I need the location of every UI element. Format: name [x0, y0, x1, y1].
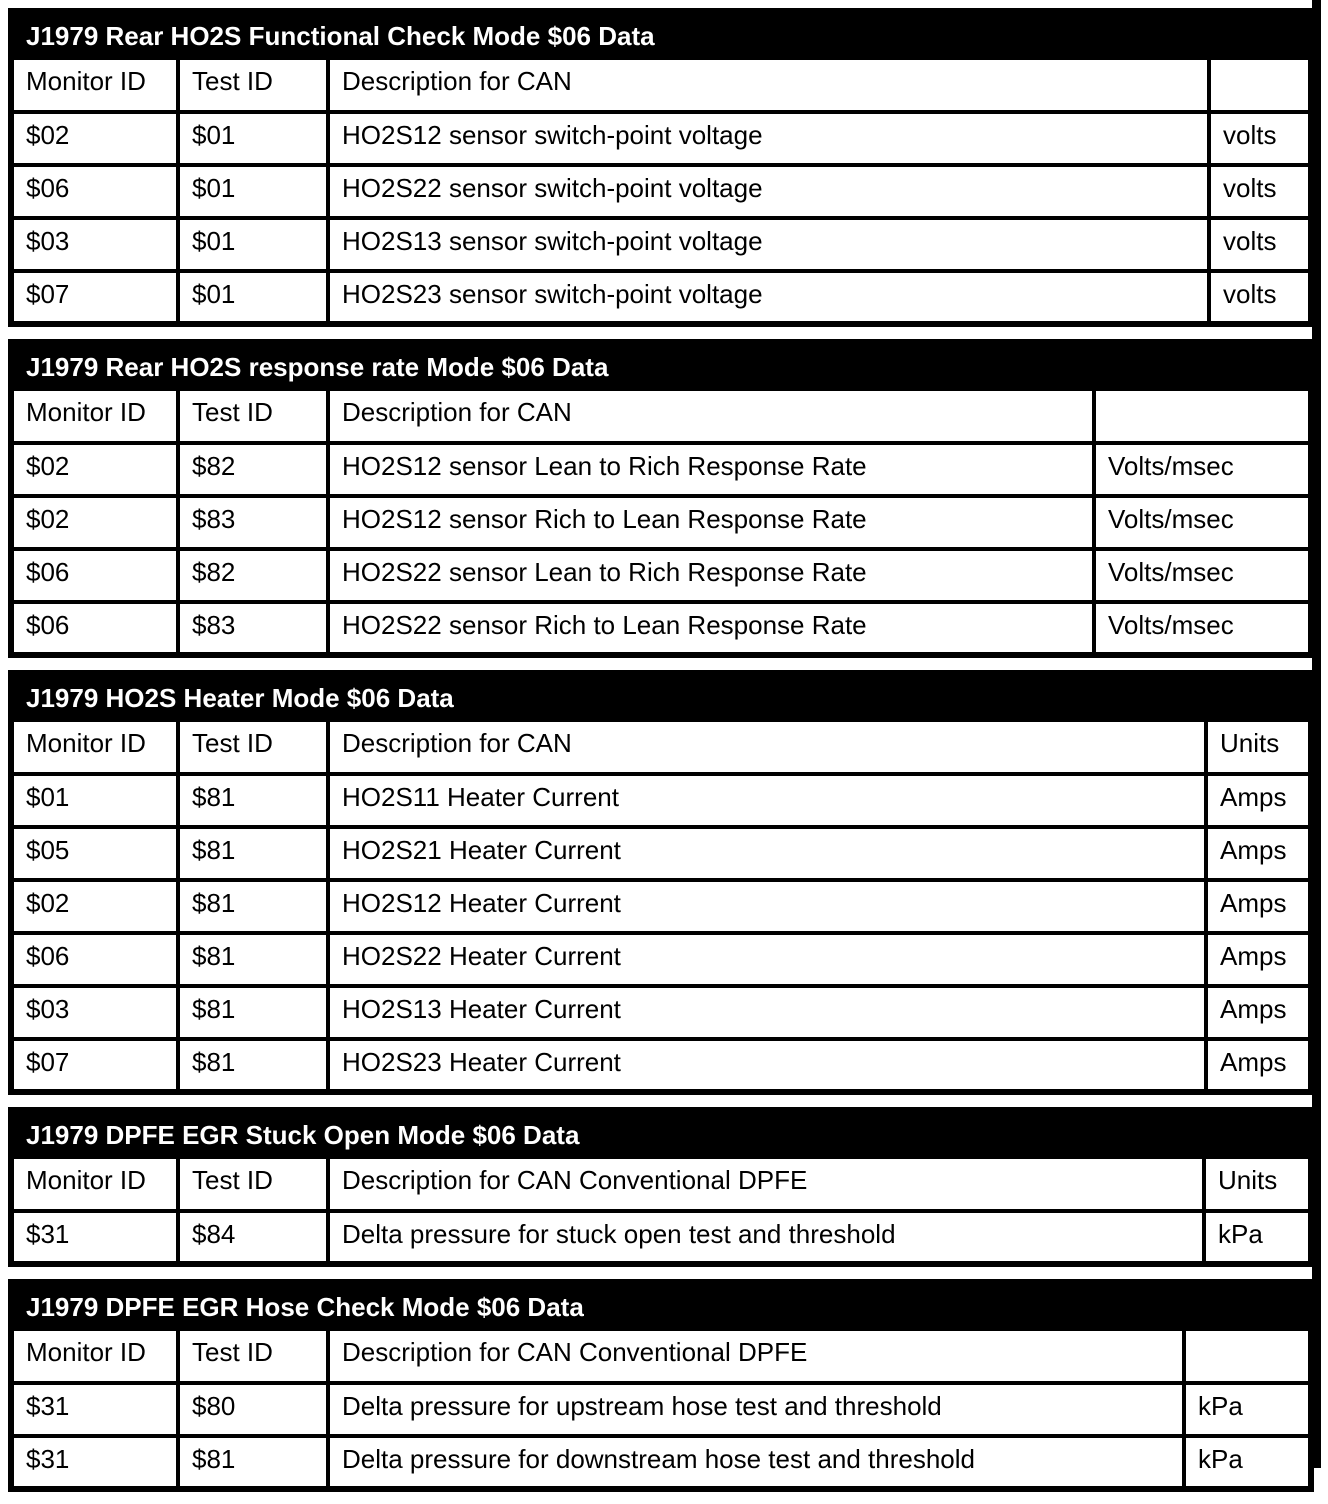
table-body	[11, 1383, 1311, 1489]
monitor-id-cell: $01	[11, 774, 178, 827]
test-id-cell: $83	[178, 496, 328, 549]
mode06-table-ho2s-heater	[8, 670, 1314, 1095]
units-cell: Volts/msec	[1094, 496, 1311, 549]
monitor-id-cell: $31	[11, 1383, 178, 1436]
page-edge-line	[1312, 0, 1321, 1468]
table-header-row	[11, 1157, 1311, 1211]
table-row	[11, 496, 1311, 549]
table-title: J1979 Rear HO2S response rate Mode $06 Data	[11, 342, 1311, 389]
monitor-id-cell: $06	[11, 549, 178, 602]
column-header-test-id: Test ID	[178, 389, 328, 443]
monitor-id-cell: $03	[11, 218, 178, 271]
units-cell: kPa	[1184, 1436, 1311, 1489]
description-cell: HO2S12 sensor switch-point voltage	[328, 112, 1209, 165]
table-row	[11, 880, 1311, 933]
description-cell: HO2S11 Heater Current	[328, 774, 1206, 827]
test-id-cell: $01	[178, 165, 328, 218]
units-cell: Volts/msec	[1094, 549, 1311, 602]
table-body	[11, 774, 1311, 1092]
monitor-id-cell: $06	[11, 602, 178, 655]
column-header-monitor-id: Monitor ID	[11, 1157, 178, 1211]
table-row	[11, 271, 1311, 324]
table-header-row	[11, 58, 1311, 112]
mode06-table-dpfe-egr-stuck-open	[8, 1107, 1314, 1267]
column-header-monitor-id: Monitor ID	[11, 389, 178, 443]
table-row	[11, 112, 1311, 165]
column-header-description: Description for CAN Conventional DPFE	[328, 1157, 1204, 1211]
table-row	[11, 774, 1311, 827]
test-id-cell: $81	[178, 774, 328, 827]
test-id-cell: $82	[178, 443, 328, 496]
units-cell: volts	[1209, 218, 1311, 271]
table-row	[11, 1383, 1311, 1436]
test-id-cell: $01	[178, 218, 328, 271]
units-cell: volts	[1209, 165, 1311, 218]
test-id-cell: $81	[178, 986, 328, 1039]
monitor-id-cell: $06	[11, 933, 178, 986]
test-id-cell: $01	[178, 112, 328, 165]
units-cell: volts	[1209, 271, 1311, 324]
description-cell: HO2S22 sensor Rich to Lean Response Rate	[328, 602, 1094, 655]
column-header-test-id: Test ID	[178, 720, 328, 774]
table-title-row	[11, 342, 1311, 389]
column-header-test-id: Test ID	[178, 58, 328, 112]
test-id-cell: $81	[178, 880, 328, 933]
description-cell: HO2S12 sensor Rich to Lean Response Rate	[328, 496, 1094, 549]
table-title: J1979 Rear HO2S Functional Check Mode $06 Data	[11, 11, 1311, 58]
table-body	[11, 112, 1311, 324]
monitor-id-cell: $02	[11, 112, 178, 165]
test-id-cell: $80	[178, 1383, 328, 1436]
table-row	[11, 933, 1311, 986]
tables-container	[8, 8, 1308, 1504]
test-id-cell: $82	[178, 549, 328, 602]
description-cell: HO2S12 sensor Lean to Rich Response Rate	[328, 443, 1094, 496]
description-cell: HO2S22 sensor Lean to Rich Response Rate	[328, 549, 1094, 602]
description-cell: HO2S13 Heater Current	[328, 986, 1206, 1039]
column-header-test-id: Test ID	[178, 1157, 328, 1211]
units-cell: kPa	[1204, 1211, 1311, 1264]
column-header-description: Description for CAN	[328, 389, 1094, 443]
monitor-id-cell: $02	[11, 443, 178, 496]
monitor-id-cell: $03	[11, 986, 178, 1039]
units-cell: Amps	[1206, 827, 1311, 880]
column-header-test-id: Test ID	[178, 1329, 328, 1383]
units-cell: Amps	[1206, 933, 1311, 986]
column-header-units	[1209, 58, 1311, 112]
units-cell: Volts/msec	[1094, 602, 1311, 655]
table-header-row	[11, 720, 1311, 774]
description-cell: HO2S22 sensor switch-point voltage	[328, 165, 1209, 218]
description-cell: HO2S13 sensor switch-point voltage	[328, 218, 1209, 271]
units-cell: kPa	[1184, 1383, 1311, 1436]
monitor-id-cell: $02	[11, 880, 178, 933]
table-row	[11, 218, 1311, 271]
units-cell: Amps	[1206, 986, 1311, 1039]
units-cell: volts	[1209, 112, 1311, 165]
mode06-table-rear-ho2s-functional-check	[8, 8, 1314, 327]
column-header-description: Description for CAN	[328, 58, 1209, 112]
column-header-units: Units	[1206, 720, 1311, 774]
units-cell: Amps	[1206, 774, 1311, 827]
column-header-units	[1094, 389, 1311, 443]
table-row	[11, 827, 1311, 880]
description-cell: Delta pressure for stuck open test and threshold	[328, 1211, 1204, 1264]
test-id-cell: $81	[178, 827, 328, 880]
table-header-row	[11, 1329, 1311, 1383]
table-row	[11, 1039, 1311, 1092]
monitor-id-cell: $02	[11, 496, 178, 549]
monitor-id-cell: $31	[11, 1211, 178, 1264]
column-header-units	[1184, 1329, 1311, 1383]
table-row	[11, 1436, 1311, 1489]
monitor-id-cell: $07	[11, 271, 178, 324]
column-header-description: Description for CAN	[328, 720, 1206, 774]
column-header-description: Description for CAN Conventional DPFE	[328, 1329, 1184, 1383]
description-cell: HO2S21 Heater Current	[328, 827, 1206, 880]
column-header-monitor-id: Monitor ID	[11, 1329, 178, 1383]
monitor-id-cell: $31	[11, 1436, 178, 1489]
table-body	[11, 1211, 1311, 1264]
monitor-id-cell: $07	[11, 1039, 178, 1092]
test-id-cell: $01	[178, 271, 328, 324]
table-row	[11, 165, 1311, 218]
table-body	[11, 443, 1311, 655]
table-title: J1979 DPFE EGR Stuck Open Mode $06 Data	[11, 1110, 1311, 1157]
units-cell: Volts/msec	[1094, 443, 1311, 496]
table-row	[11, 443, 1311, 496]
table-row	[11, 549, 1311, 602]
test-id-cell: $84	[178, 1211, 328, 1264]
table-row	[11, 602, 1311, 655]
column-header-monitor-id: Monitor ID	[11, 58, 178, 112]
table-title: J1979 HO2S Heater Mode $06 Data	[11, 673, 1311, 720]
mode06-table-rear-ho2s-response-rate	[8, 339, 1314, 658]
test-id-cell: $81	[178, 1039, 328, 1092]
monitor-id-cell: $06	[11, 165, 178, 218]
units-cell: Amps	[1206, 1039, 1311, 1092]
test-id-cell: $81	[178, 933, 328, 986]
units-cell: Amps	[1206, 880, 1311, 933]
description-cell: Delta pressure for upstream hose test and threshold	[328, 1383, 1184, 1436]
table-title-row	[11, 1110, 1311, 1157]
description-cell: HO2S23 sensor switch-point voltage	[328, 271, 1209, 324]
mode06-table-dpfe-egr-hose-check	[8, 1279, 1314, 1492]
column-header-units: Units	[1204, 1157, 1311, 1211]
description-cell: HO2S22 Heater Current	[328, 933, 1206, 986]
table-title-row	[11, 673, 1311, 720]
description-cell: HO2S12 Heater Current	[328, 880, 1206, 933]
column-header-monitor-id: Monitor ID	[11, 720, 178, 774]
description-cell: HO2S23 Heater Current	[328, 1039, 1206, 1092]
table-row	[11, 1211, 1311, 1264]
table-title: J1979 DPFE EGR Hose Check Mode $06 Data	[11, 1282, 1311, 1329]
monitor-id-cell: $05	[11, 827, 178, 880]
table-header-row	[11, 389, 1311, 443]
test-id-cell: $81	[178, 1436, 328, 1489]
description-cell: Delta pressure for downstream hose test and threshold	[328, 1436, 1184, 1489]
table-title-row	[11, 11, 1311, 58]
test-id-cell: $83	[178, 602, 328, 655]
table-title-row	[11, 1282, 1311, 1329]
table-row	[11, 986, 1311, 1039]
